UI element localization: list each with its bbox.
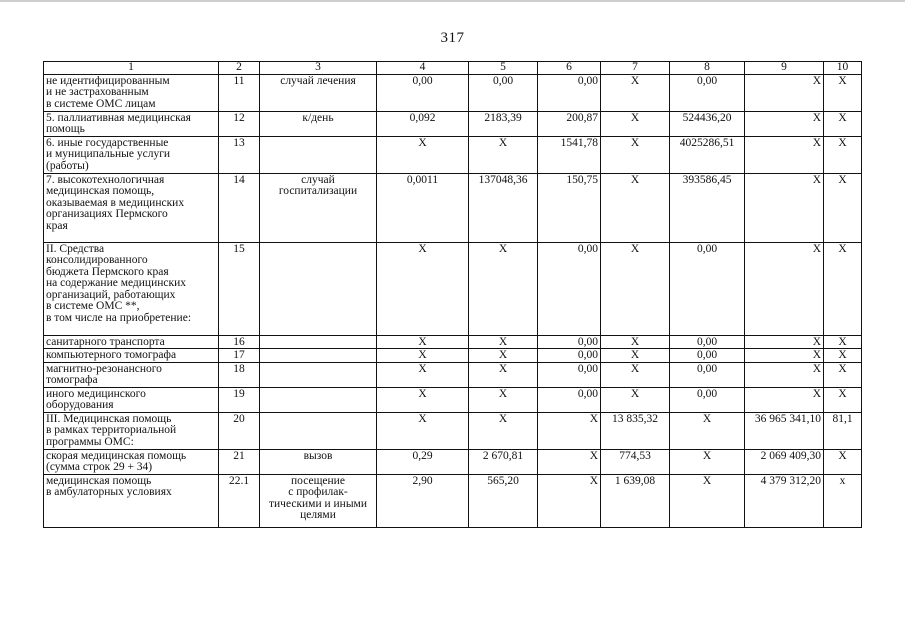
table-cell: 0,0011 (377, 173, 469, 242)
table-cell: 5. паллиативная медицинская помощь (44, 111, 219, 136)
table-cell: X (469, 387, 538, 412)
table-cell: X (745, 335, 824, 349)
table-body (44, 62, 862, 528)
table-cell: X (601, 242, 670, 335)
table-cell: 2,90 (377, 474, 469, 527)
table-cell: X (745, 136, 824, 173)
table-cell: 20 (219, 412, 260, 449)
table-cell: X (824, 335, 862, 349)
table-row (44, 362, 862, 387)
table-cell: 81,1 (824, 412, 862, 449)
table-cell: 150,75 (538, 173, 601, 242)
table-cell: 0,092 (377, 111, 469, 136)
table-cell: X (469, 242, 538, 335)
table-row (44, 111, 862, 136)
table-cell: 137048,36 (469, 173, 538, 242)
table-cell: вызов (260, 449, 377, 474)
table-cell: X (377, 387, 469, 412)
table-cell: X (601, 335, 670, 349)
table-row (44, 173, 862, 242)
table-cell: 0,00 (538, 387, 601, 412)
table-cell: 0,00 (469, 74, 538, 111)
table-cell: 0,00 (670, 242, 745, 335)
table-cell: X (745, 242, 824, 335)
table-cell: 15 (219, 242, 260, 335)
table-cell: X (745, 362, 824, 387)
table-cell: 1 639,08 (601, 474, 670, 527)
table-cell: 200,87 (538, 111, 601, 136)
table-cell: 565,20 (469, 474, 538, 527)
table-cell: 0,00 (670, 349, 745, 363)
table-cell: X (601, 173, 670, 242)
data-table (43, 61, 862, 528)
table-cell: X (745, 111, 824, 136)
header-cell: 2 (219, 62, 260, 75)
table-cell (260, 242, 377, 335)
table-cell: магнитно-резонансного томографа (44, 362, 219, 387)
table-cell: X (377, 242, 469, 335)
table-cell: X (601, 362, 670, 387)
table-cell (260, 362, 377, 387)
page-number: 317 (440, 30, 465, 46)
table-cell: 4025286,51 (670, 136, 745, 173)
table-cell: X (469, 136, 538, 173)
table-cell: 524436,20 (670, 111, 745, 136)
table-cell: X (469, 349, 538, 363)
table-cell: случай лечения (260, 74, 377, 111)
table-header-row (44, 62, 862, 75)
table-cell: 21 (219, 449, 260, 474)
scan-edge-line (0, 0, 905, 2)
table-cell: 774,53 (601, 449, 670, 474)
table-row (44, 242, 862, 335)
table-cell (260, 349, 377, 363)
table-cell: x (824, 474, 862, 527)
table-cell: 0,29 (377, 449, 469, 474)
table-row (44, 387, 862, 412)
table-cell: X (601, 74, 670, 111)
table-row (44, 74, 862, 111)
table-cell: X (377, 349, 469, 363)
table-cell: X (745, 349, 824, 363)
header-cell: 7 (601, 62, 670, 75)
table-cell: X (745, 74, 824, 111)
table-cell: X (824, 74, 862, 111)
table-cell: 17 (219, 349, 260, 363)
header-cell: 3 (260, 62, 377, 75)
table-cell: X (824, 362, 862, 387)
table-cell: X (377, 335, 469, 349)
table-row (44, 349, 862, 363)
table-cell: 0,00 (538, 362, 601, 387)
table-cell: X (601, 136, 670, 173)
header-cell: 4 (377, 62, 469, 75)
table-cell: 13 (219, 136, 260, 173)
table-cell: случай госпитализации (260, 173, 377, 242)
header-cell: 5 (469, 62, 538, 75)
table-row (44, 474, 862, 527)
table-cell: 16 (219, 335, 260, 349)
header-cell: 10 (824, 62, 862, 75)
table-cell: X (824, 242, 862, 335)
table-cell: 1541,78 (538, 136, 601, 173)
table-cell: 0,00 (538, 242, 601, 335)
table-cell: X (824, 349, 862, 363)
table-cell (260, 387, 377, 412)
table-cell: III. Медицинская помощь в рамках территориальной программы ОМС: (44, 412, 219, 449)
header-cell: 9 (745, 62, 824, 75)
table-cell: X (601, 387, 670, 412)
table-cell: X (377, 412, 469, 449)
table-cell: не идентифицированным и не застрахованным в системе ОМС лицам (44, 74, 219, 111)
table-cell: 2183,39 (469, 111, 538, 136)
table-cell: X (601, 111, 670, 136)
table-cell: 2 670,81 (469, 449, 538, 474)
table-cell: X (377, 362, 469, 387)
table-cell: X (824, 136, 862, 173)
table-cell: 22.1 (219, 474, 260, 527)
table-cell: 2 069 409,30 (745, 449, 824, 474)
table-cell: к/день (260, 111, 377, 136)
table-cell (260, 136, 377, 173)
table-cell: X (377, 136, 469, 173)
table-cell: X (469, 335, 538, 349)
table-cell: медицинская помощь в амбулаторных условиях (44, 474, 219, 527)
table-cell: X (538, 412, 601, 449)
table-cell: X (670, 412, 745, 449)
table-cell: 0,00 (538, 335, 601, 349)
table-cell: 36 965 341,10 (745, 412, 824, 449)
table-cell: 0,00 (538, 74, 601, 111)
table-row (44, 136, 862, 173)
table-cell: 18 (219, 362, 260, 387)
table-cell: санитарного транспорта (44, 335, 219, 349)
table-cell: 0,00 (670, 335, 745, 349)
table-cell: компьютерного томографа (44, 349, 219, 363)
table-cell: скорая медицинская помощь (сумма строк 29 + 34) (44, 449, 219, 474)
table-cell: 0,00 (377, 74, 469, 111)
table-cell: 0,00 (670, 362, 745, 387)
table-cell (260, 335, 377, 349)
table-cell: II. Средства консолидированного бюджета Пермского края на содержание медицинских организаций, работающих в системе ОМС **, в том числе на приобретение: (44, 242, 219, 335)
table-cell: 13 835,32 (601, 412, 670, 449)
table-cell: X (670, 449, 745, 474)
table-cell: X (670, 474, 745, 527)
table-cell: X (745, 173, 824, 242)
table-cell: 4 379 312,20 (745, 474, 824, 527)
table-cell: X (601, 349, 670, 363)
table-cell: 19 (219, 387, 260, 412)
table-cell: 7. высокотехнологичная медицинская помощь, оказываемая в медицинских организациях Пермского края (44, 173, 219, 242)
table-cell: X (538, 449, 601, 474)
table-cell: 0,00 (538, 349, 601, 363)
header-cell: 8 (670, 62, 745, 75)
header-cell: 6 (538, 62, 601, 75)
table-cell: 14 (219, 173, 260, 242)
table-cell: X (824, 387, 862, 412)
table-cell: X (824, 449, 862, 474)
table-cell: 0,00 (670, 387, 745, 412)
table-cell: X (745, 387, 824, 412)
header-cell: 1 (44, 62, 219, 75)
table-cell: X (824, 111, 862, 136)
table-cell: 6. иные государственные и муниципальные услуги (работы) (44, 136, 219, 173)
table-row (44, 335, 862, 349)
table-cell (260, 412, 377, 449)
table-cell: 12 (219, 111, 260, 136)
table-cell: иного медицинского оборудования (44, 387, 219, 412)
table-row (44, 412, 862, 449)
table-cell: 393586,45 (670, 173, 745, 242)
table-cell: X (469, 412, 538, 449)
table-cell: посещение с профилак- тическими и иными целями (260, 474, 377, 527)
table-cell: 11 (219, 74, 260, 111)
table-cell: X (538, 474, 601, 527)
table-cell: X (469, 362, 538, 387)
table-row (44, 449, 862, 474)
table-cell: 0,00 (670, 74, 745, 111)
table-cell: X (824, 173, 862, 242)
